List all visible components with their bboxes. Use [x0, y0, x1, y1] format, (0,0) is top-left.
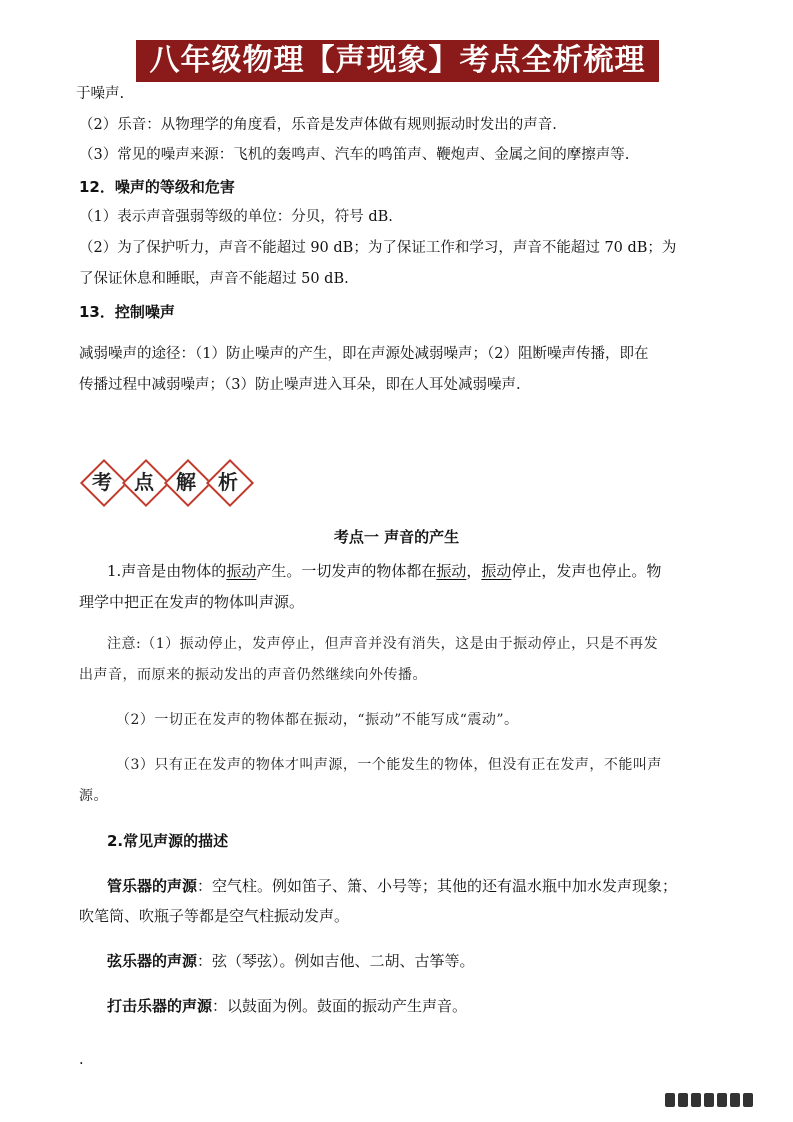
kaodian-1-title: 考点一 声音的产生 — [333, 528, 460, 546]
kaodian-1-paragraph-line-1 — [107, 561, 661, 581]
wind-instrument-line-1 — [107, 876, 677, 896]
p1-text-b: 产生。一切发声的物体都在 — [256, 562, 437, 580]
section-12-heading: 12．噪声的等级和危害 — [79, 178, 235, 196]
badge-char-2: 点 — [134, 470, 154, 494]
wind-instrument-label: 管乐器的声源 — [107, 877, 198, 895]
page-banner-title: 八年级物理【声现象】考点全析梳理 — [136, 40, 659, 82]
intro-line-1: （2）乐音：从物理学的角度看，乐音是发声体做有规则振动时发出的声音. — [79, 117, 557, 133]
percussion-instrument-text: ：以鼓面为例。鼓面的振动产生声音。 — [212, 997, 468, 1015]
string-instrument-line — [107, 951, 475, 971]
p1-underline-3: 振动 — [481, 562, 512, 580]
p1-text-a: 1.声音是由物体的 — [107, 562, 227, 580]
section-13-heading: 13．控制噪声 — [79, 303, 175, 321]
p1-text-d: 停止，发声也停止。物 — [511, 562, 662, 580]
section-13-line-1: 减弱噪声的途径：（1）防止噪声的产生，即在声源处减弱噪声；（2）阻断噪声传播，即在 — [79, 346, 649, 362]
badge-char-1: 考 — [92, 470, 112, 494]
intro-line-2: （3）常见的噪声来源：飞机的轰鸣声、汽车的鸣笛声、鞭炮声、金属之间的摩擦声等. — [79, 147, 630, 163]
string-instrument-text: ：弦（琴弦）。例如吉他、二胡、古筝等。 — [197, 952, 475, 970]
p1-underline-1: 振动 — [226, 562, 257, 580]
trailing-dot: . — [79, 1052, 84, 1068]
note-3-line-2: 源。 — [79, 788, 108, 804]
intro-line-0: 于噪声. — [76, 86, 125, 102]
wind-instrument-line-2: 吹笔筒、吹瓶子等都是空气柱振动发声。 — [79, 907, 350, 925]
kaodian-1-paragraph-line-2: 理学中把正在发声的物体叫声源。 — [79, 593, 305, 611]
wind-instrument-text: ：空气柱。例如笛子、箫、小号等；其他的还有温水瓶中加水发声现象； — [197, 877, 678, 895]
percussion-instrument-line — [107, 996, 467, 1016]
note-1-line-2: 出声音，而原来的振动发出的声音仍然继续向外传播。 — [79, 667, 427, 683]
string-instrument-label: 弦乐器的声源 — [107, 952, 198, 970]
p1-underline-2: 振动 — [436, 562, 467, 580]
percussion-instrument-label: 打击乐器的声源 — [107, 997, 213, 1015]
note-2: （2）一切正在发声的物体都在振动，“振动”不能写成“震动”。 — [116, 712, 519, 728]
note-3-line-1: （3）只有正在发声的物体才叫声源，一个能发生的物体，但没有正在发声，不能叫声 — [116, 757, 662, 773]
badge-char-3: 解 — [176, 470, 196, 494]
section-12-line-1: （1）表示声音强弱等级的单位：分贝，符号 dB. — [79, 209, 393, 225]
p1-text-c: ， — [466, 562, 482, 580]
note-1-line-1: 注意:（1）振动停止，发声停止，但声音并没有消失，这是由于振动停止，只是不再发 — [107, 636, 659, 652]
sources-heading: 2.常见声源的描述 — [107, 832, 229, 850]
section-12-line-3: 了保证休息和睡眠，声音不能超过 50 dB. — [79, 271, 349, 287]
section-13-line-2: 传播过程中减弱噪声；（3）防止噪声进入耳朵，即在人耳处减弱噪声. — [79, 377, 521, 393]
watermark-mark — [665, 1092, 775, 1108]
badge-char-4: 析 — [218, 470, 238, 494]
section-12-line-2: （2）为了保护听力，声音不能超过 90 dB；为了保证工作和学习，声音不能超过 70 dB；为 — [79, 240, 677, 256]
